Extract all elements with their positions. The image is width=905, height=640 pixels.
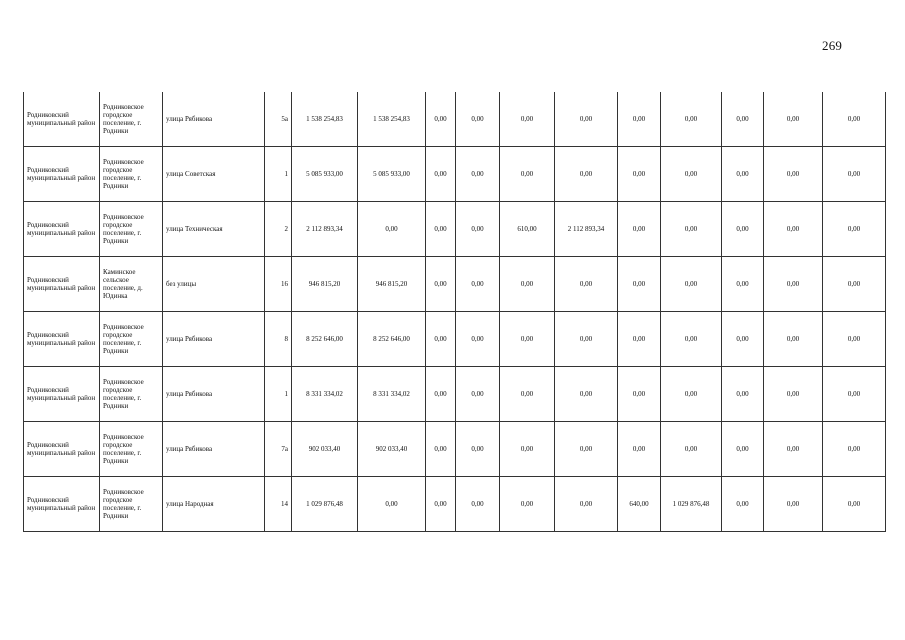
amount-cell: 8 331 334,02 bbox=[358, 367, 426, 422]
house-number-cell: 1 bbox=[265, 367, 292, 422]
settlement-cell: Каминское сельское поселение, д. Юдинка bbox=[100, 257, 163, 312]
amount-cell: 0,00 bbox=[722, 92, 764, 147]
street-cell: улица Рябикова bbox=[163, 367, 265, 422]
amount-cell: 0,00 bbox=[500, 367, 555, 422]
amount-cell: 0,00 bbox=[618, 92, 661, 147]
amount-cell: 0,00 bbox=[500, 257, 555, 312]
amount-cell: 946 815,20 bbox=[358, 257, 426, 312]
amount-cell: 0,00 bbox=[722, 147, 764, 202]
house-number-cell: 7а bbox=[265, 422, 292, 477]
amount-cell: 0,00 bbox=[722, 312, 764, 367]
amount-cell: 1 538 254,83 bbox=[292, 92, 358, 147]
amount-cell: 610,00 bbox=[500, 202, 555, 257]
settlement-cell: Родниковское городское поселение, г. Родники bbox=[100, 477, 163, 532]
amount-cell: 2 112 893,34 bbox=[555, 202, 618, 257]
amount-cell: 0,00 bbox=[823, 202, 886, 257]
amount-cell: 0,00 bbox=[358, 202, 426, 257]
table-row bbox=[24, 367, 886, 422]
settlement-cell: Родниковское городское поселение, г. Родники bbox=[100, 147, 163, 202]
amount-cell: 0,00 bbox=[555, 422, 618, 477]
settlement-cell: Родниковское городское поселение, г. Родники bbox=[100, 92, 163, 147]
amount-cell: 0,00 bbox=[618, 422, 661, 477]
street-cell: без улицы bbox=[163, 257, 265, 312]
amount-cell: 0,00 bbox=[555, 147, 618, 202]
municipal-district-cell: Родниковский муниципальный район bbox=[24, 477, 100, 532]
amount-cell: 0,00 bbox=[555, 367, 618, 422]
amount-cell: 0,00 bbox=[500, 422, 555, 477]
amount-cell: 0,00 bbox=[722, 202, 764, 257]
amount-cell: 640,00 bbox=[618, 477, 661, 532]
amount-cell: 0,00 bbox=[823, 367, 886, 422]
amount-cell: 0,00 bbox=[618, 147, 661, 202]
street-cell: улица Рябикова bbox=[163, 312, 265, 367]
table-row bbox=[24, 147, 886, 202]
amount-cell: 0,00 bbox=[426, 422, 456, 477]
amount-cell: 1 029 876,48 bbox=[661, 477, 722, 532]
municipal-district-cell: Родниковский муниципальный район bbox=[24, 147, 100, 202]
settlement-cell: Родниковское городское поселение, г. Родники bbox=[100, 367, 163, 422]
street-cell: улица Советская bbox=[163, 147, 265, 202]
amount-cell: 946 815,20 bbox=[292, 257, 358, 312]
amount-cell: 0,00 bbox=[500, 92, 555, 147]
municipal-district-cell: Родниковский муниципальный район bbox=[24, 422, 100, 477]
amount-cell: 0,00 bbox=[764, 367, 823, 422]
municipal-district-cell: Родниковский муниципальный район bbox=[24, 312, 100, 367]
settlement-cell: Родниковское городское поселение, г. Родники bbox=[100, 202, 163, 257]
amount-cell: 0,00 bbox=[764, 312, 823, 367]
amount-cell: 0,00 bbox=[500, 312, 555, 367]
street-cell: улица Техническая bbox=[163, 202, 265, 257]
amount-cell: 902 033,40 bbox=[292, 422, 358, 477]
amount-cell: 0,00 bbox=[764, 202, 823, 257]
settlement-cell: Родниковское городское поселение, г. Родники bbox=[100, 312, 163, 367]
amount-cell: 0,00 bbox=[426, 312, 456, 367]
house-number-cell: 16 bbox=[265, 257, 292, 312]
municipal-district-cell: Родниковский муниципальный район bbox=[24, 202, 100, 257]
table-row bbox=[24, 257, 886, 312]
amount-cell: 0,00 bbox=[823, 477, 886, 532]
street-cell: улица Народная bbox=[163, 477, 265, 532]
amount-cell: 0,00 bbox=[764, 92, 823, 147]
table-row bbox=[24, 422, 886, 477]
street-cell: улица Рябикова bbox=[163, 422, 265, 477]
amount-cell: 0,00 bbox=[358, 477, 426, 532]
house-number-cell: 5а bbox=[265, 92, 292, 147]
amount-cell: 0,00 bbox=[618, 202, 661, 257]
amount-cell: 0,00 bbox=[426, 147, 456, 202]
amount-cell: 0,00 bbox=[456, 367, 500, 422]
amount-cell: 0,00 bbox=[426, 202, 456, 257]
table-row bbox=[24, 202, 886, 257]
amount-cell: 0,00 bbox=[661, 312, 722, 367]
amount-cell: 8 252 646,00 bbox=[358, 312, 426, 367]
amount-cell: 0,00 bbox=[500, 147, 555, 202]
settlement-cell: Родниковское городское поселение, г. Родники bbox=[100, 422, 163, 477]
amount-cell: 0,00 bbox=[555, 477, 618, 532]
house-number-cell: 8 bbox=[265, 312, 292, 367]
amount-cell: 8 331 334,02 bbox=[292, 367, 358, 422]
table-row bbox=[24, 312, 886, 367]
amount-cell: 0,00 bbox=[456, 147, 500, 202]
amount-cell: 0,00 bbox=[555, 92, 618, 147]
amount-cell: 0,00 bbox=[823, 147, 886, 202]
municipal-district-cell: Родниковский муниципальный район bbox=[24, 92, 100, 147]
amount-cell: 8 252 646,00 bbox=[292, 312, 358, 367]
amount-cell: 0,00 bbox=[722, 422, 764, 477]
amount-cell: 0,00 bbox=[426, 257, 456, 312]
page-number: 269 bbox=[822, 38, 843, 53]
amount-cell: 0,00 bbox=[456, 312, 500, 367]
street-cell: улица Рябикова bbox=[163, 92, 265, 147]
amount-cell: 0,00 bbox=[661, 367, 722, 422]
amount-cell: 0,00 bbox=[618, 367, 661, 422]
amount-cell: 0,00 bbox=[618, 257, 661, 312]
amount-cell: 0,00 bbox=[456, 477, 500, 532]
table-row bbox=[24, 477, 886, 532]
amount-cell: 0,00 bbox=[555, 312, 618, 367]
amount-cell: 1 538 254,83 bbox=[358, 92, 426, 147]
amount-cell: 0,00 bbox=[823, 92, 886, 147]
amount-cell: 2 112 893,34 bbox=[292, 202, 358, 257]
amount-cell: 0,00 bbox=[764, 257, 823, 312]
amount-cell: 5 085 933,00 bbox=[292, 147, 358, 202]
amount-cell: 0,00 bbox=[456, 92, 500, 147]
amount-cell: 0,00 bbox=[456, 202, 500, 257]
amount-cell: 0,00 bbox=[661, 147, 722, 202]
house-number-cell: 1 bbox=[265, 147, 292, 202]
amount-cell: 0,00 bbox=[722, 477, 764, 532]
house-number-cell: 14 bbox=[265, 477, 292, 532]
amount-cell: 0,00 bbox=[661, 202, 722, 257]
amount-cell: 0,00 bbox=[426, 367, 456, 422]
amount-cell: 0,00 bbox=[456, 422, 500, 477]
table-row bbox=[24, 92, 886, 147]
amount-cell: 1 029 876,48 bbox=[292, 477, 358, 532]
amount-cell: 0,00 bbox=[823, 422, 886, 477]
amount-cell: 902 033,40 bbox=[358, 422, 426, 477]
amount-cell: 0,00 bbox=[661, 422, 722, 477]
amount-cell: 0,00 bbox=[722, 367, 764, 422]
amount-cell: 0,00 bbox=[764, 422, 823, 477]
amount-cell: 0,00 bbox=[555, 257, 618, 312]
amount-cell: 0,00 bbox=[823, 257, 886, 312]
municipal-district-cell: Родниковский муниципальный район bbox=[24, 257, 100, 312]
register-body bbox=[24, 92, 886, 532]
amount-cell: 0,00 bbox=[764, 147, 823, 202]
municipal-district-cell: Родниковский муниципальный район bbox=[24, 367, 100, 422]
housing-register-table bbox=[23, 92, 886, 532]
amount-cell: 0,00 bbox=[426, 477, 456, 532]
amount-cell: 0,00 bbox=[823, 312, 886, 367]
amount-cell: 0,00 bbox=[426, 92, 456, 147]
amount-cell: 0,00 bbox=[764, 477, 823, 532]
amount-cell: 0,00 bbox=[618, 312, 661, 367]
amount-cell: 0,00 bbox=[661, 257, 722, 312]
amount-cell: 0,00 bbox=[500, 477, 555, 532]
amount-cell: 0,00 bbox=[456, 257, 500, 312]
amount-cell: 0,00 bbox=[661, 92, 722, 147]
amount-cell: 0,00 bbox=[722, 257, 764, 312]
amount-cell: 5 085 933,00 bbox=[358, 147, 426, 202]
house-number-cell: 2 bbox=[265, 202, 292, 257]
